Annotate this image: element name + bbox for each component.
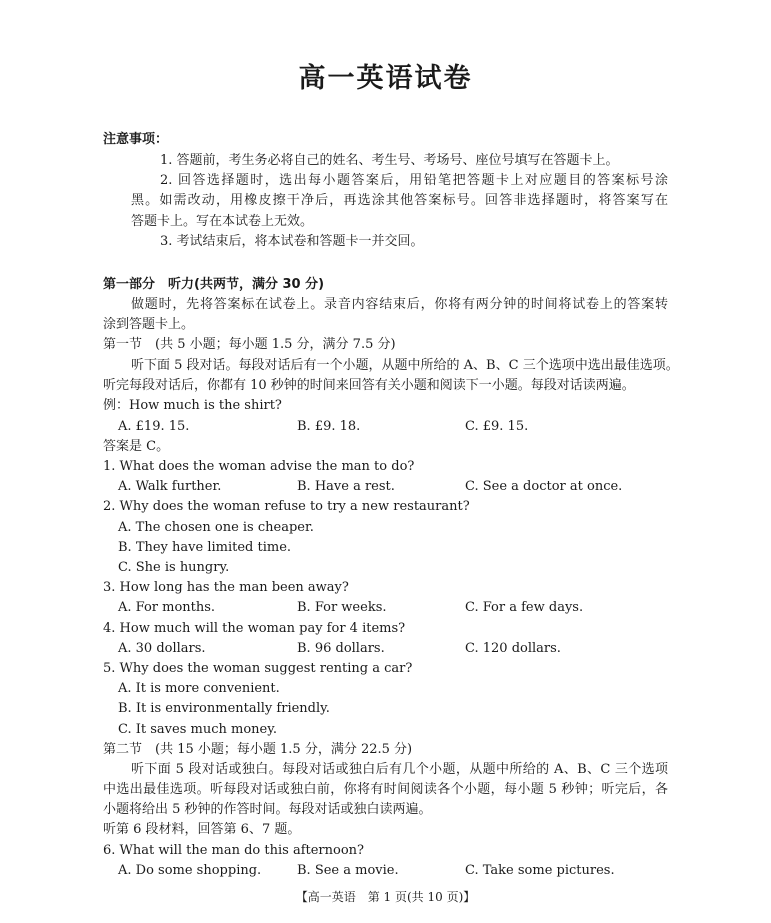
example-question: 例：How much is the shirt? bbox=[103, 398, 282, 413]
option-a: A. It is more convenient. bbox=[118, 681, 280, 696]
option-c: C. See a doctor at once. bbox=[465, 479, 623, 494]
option-c: C. £9. 15. bbox=[465, 419, 529, 434]
part1-intro: 涂到答题卡上。 bbox=[103, 317, 195, 332]
notice-line: 2. 回答选择题时，选出每小题答案后，用铅笔把答题卡上对应题目的答案标号涂 bbox=[160, 173, 668, 188]
option-a: A. The chosen one is cheaper. bbox=[118, 520, 314, 535]
question: 5. Why does the woman suggest renting a car? bbox=[103, 661, 413, 676]
option-c: C. 120 dollars. bbox=[465, 641, 561, 656]
section1-intro: 听完每段对话后，你都有 10 秒钟的时间来回答有关小题和阅读下一小题。每段对话读两遍。 bbox=[103, 378, 635, 393]
section2-heading: 第二节 (共 15 小题；每小题 1.5 分，满分 22.5 分) bbox=[103, 742, 413, 757]
option-b: B. 96 dollars. bbox=[297, 641, 385, 656]
question: 2. Why does the woman refuse to try a new restaurant? bbox=[103, 499, 470, 514]
option-c: C. For a few days. bbox=[465, 600, 584, 615]
example-answer: 答案是 C。 bbox=[103, 439, 170, 454]
notice-line: 3. 考试结束后，将本试卷和答题卡一并交回。 bbox=[160, 234, 424, 249]
option-c: C. She is hungry. bbox=[118, 560, 230, 575]
section2-intro: 中选出最佳选项。听每段对话或独白前，你将有时间阅读各个小题，每小题 5 秒钟；听完后，各 bbox=[103, 782, 668, 797]
question: 3. How long has the man been away? bbox=[103, 580, 349, 595]
option-a: A. £19. 15. bbox=[118, 419, 190, 434]
question: 4. How much will the woman pay for 4 items? bbox=[103, 621, 406, 636]
option-a: A. For months. bbox=[118, 600, 216, 615]
option-b: B. They have limited time. bbox=[118, 540, 292, 555]
material-note: 听第 6 段材料，回答第 6、7 题。 bbox=[103, 822, 301, 837]
section2-intro: 小题将给出 5 秒钟的作答时间。每段对话或独白读两遍。 bbox=[103, 802, 432, 817]
notice-line: 1. 答题前，考生务必将自己的姓名、考生号、考场号、座位号填写在答题卡上。 bbox=[160, 153, 619, 168]
option-b: B. For weeks. bbox=[297, 600, 387, 615]
part1-intro: 做题时，先将答案标在试卷上。录音内容结束后，你将有两分钟的时间将试卷上的答案转 bbox=[131, 297, 668, 312]
section1-intro: 听下面 5 段对话。每段对话后有一个小题，从题中所给的 A、B、C 三个选项中选出最佳选项。 bbox=[131, 358, 679, 373]
option-a: A. 30 dollars. bbox=[118, 641, 206, 656]
option-b: B. See a movie. bbox=[297, 863, 399, 878]
notice-line: 黑。如需改动，用橡皮擦干净后，再选涂其他答案标号。回答非选择题时，将答案写在 bbox=[131, 193, 668, 208]
option-a: A. Walk further. bbox=[118, 479, 222, 494]
option-b: B. £9. 18. bbox=[297, 419, 361, 434]
page-title: 高一英语试卷 bbox=[298, 63, 473, 94]
option-a: A. Do some shopping. bbox=[118, 863, 262, 878]
option-c: C. Take some pictures. bbox=[465, 863, 615, 878]
question: 1. What does the woman advise the man to do? bbox=[103, 459, 415, 474]
question: 6. What will the man do this afternoon? bbox=[103, 843, 365, 858]
notice-heading: 注意事项： bbox=[103, 132, 169, 147]
option-b: B. It is environmentally friendly. bbox=[118, 701, 330, 716]
option-b: B. Have a rest. bbox=[297, 479, 395, 494]
part1-heading: 第一部分 听力(共两节，满分 30 分) bbox=[103, 277, 325, 292]
page-footer: 【高一英语 第 1 页(共 10 页)】 bbox=[295, 890, 476, 904]
option-c: C. It saves much money. bbox=[118, 722, 277, 737]
section1-heading: 第一节 (共 5 小题；每小题 1.5 分，满分 7.5 分) bbox=[103, 337, 396, 352]
notice-line: 答题卡上。写在本试卷上无效。 bbox=[131, 214, 314, 229]
section2-intro: 听下面 5 段对话或独白。每段对话或独白后有几个小题，从题中所给的 A、B、C 三个选项 bbox=[131, 762, 668, 777]
